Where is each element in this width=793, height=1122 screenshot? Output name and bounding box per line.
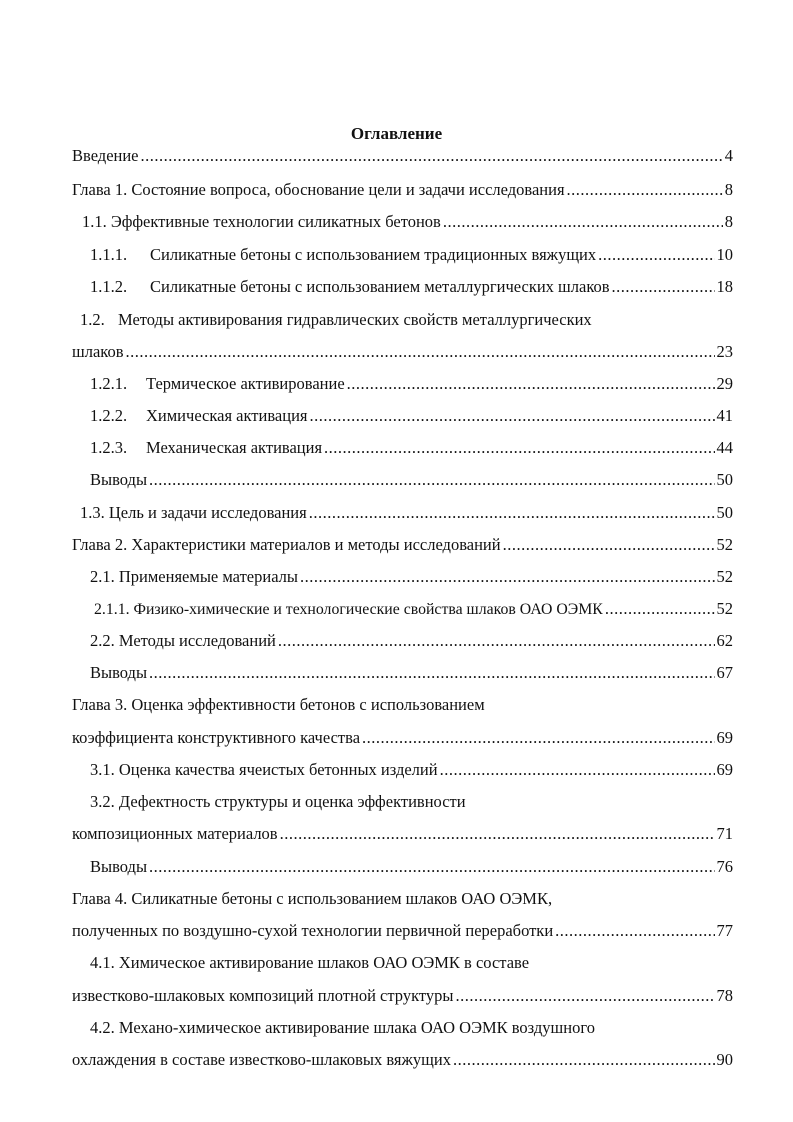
toc-leader-dots [443, 212, 723, 232]
toc-leader-dots [324, 438, 714, 458]
toc-entry-text: 2.1. Применяемые материалы [90, 567, 298, 586]
toc-entry-number: 1.1.1. [90, 245, 128, 264]
toc-entry-text: 3.1. Оценка качества ячеистых бетонных изделий [90, 760, 438, 779]
toc-page-number: 29 [716, 374, 733, 393]
toc-page-number: 67 [716, 663, 733, 682]
toc-entry-text: 3.2. Дефектность структуры и оценка эффективности [90, 792, 466, 811]
toc-page-number: 50 [716, 470, 733, 489]
toc-leader-dots [605, 599, 715, 619]
toc-entry-first-line[interactable] [80, 310, 592, 332]
toc-page-number: 90 [716, 1050, 733, 1069]
toc-entry[interactable] [90, 663, 733, 685]
toc-entry-continuation: коэффициента конструктивного качества [72, 728, 361, 747]
toc-entry-text: 1.1. Эффективные технологии силикатных бетонов [82, 212, 441, 231]
toc-entry-number: 1.2.2. [90, 406, 128, 425]
toc-entry[interactable] [72, 535, 733, 557]
toc-entry[interactable] [72, 180, 733, 202]
toc-leader-dots [503, 535, 715, 555]
toc-leader-dots [440, 760, 715, 780]
toc-page-number: 52 [716, 599, 733, 618]
toc-leader-dots [453, 1050, 715, 1070]
toc-entry-text: Методы активирования гидравлических свойств металлургических [118, 310, 592, 329]
toc-entry-text: 4.1. Химическое активирование шлаков ОАО ОЭМК в составе [90, 953, 530, 972]
toc-entry-first-line[interactable] [90, 1018, 595, 1040]
toc-entry-text: Химическая активация [146, 406, 308, 425]
toc-entry[interactable] [72, 146, 733, 168]
toc-entry-text: Выводы [90, 857, 148, 876]
toc-entry-number: 1.2.1. [90, 374, 128, 393]
toc-leader-dots [555, 921, 714, 941]
toc-entry-continuation: известково-шлаковых композиций плотной структуры [72, 986, 454, 1005]
toc-leader-dots [455, 986, 714, 1006]
toc-leader-dots [598, 245, 714, 265]
toc-entry[interactable] [72, 728, 733, 750]
toc-entry[interactable] [90, 760, 733, 782]
toc-entry-continuation: шлаков [72, 342, 124, 361]
toc-entry-first-line[interactable] [90, 792, 466, 814]
toc-page-number: 71 [716, 824, 733, 843]
toc-page-number: 77 [716, 921, 733, 940]
toc-entry-number: 1.2. [80, 310, 105, 329]
toc-leader-dots [612, 277, 715, 297]
toc-entry-text: Выводы [90, 663, 148, 682]
toc-page-number: 10 [716, 245, 733, 264]
toc-entry[interactable] [90, 438, 733, 460]
toc-page-number: 18 [716, 277, 733, 296]
toc-leader-dots [278, 631, 715, 651]
toc-entry-number: 1.1.2. [90, 277, 128, 296]
toc-page-number: 4 [724, 146, 733, 165]
toc-leader-dots [567, 180, 723, 200]
toc-entry[interactable] [82, 212, 733, 234]
toc-leader-dots [309, 503, 715, 523]
toc-entry[interactable] [80, 503, 733, 525]
toc-entry-text: Глава 2. Характеристики материалов и методы исследований [72, 535, 501, 554]
toc-entry-text: Механическая активация [146, 438, 323, 457]
toc-entry[interactable] [94, 599, 733, 621]
toc-leader-dots [310, 406, 715, 426]
toc-entry-text: Выводы [90, 470, 148, 489]
toc-entry-text: Введение [72, 146, 139, 165]
toc-page-number: 44 [716, 438, 733, 457]
toc-entry-first-line[interactable] [72, 695, 485, 717]
toc-page-number: 8 [724, 180, 733, 199]
toc-page-number: 76 [716, 857, 733, 876]
toc-leader-dots [125, 342, 714, 362]
toc-entry-text: 2.1.1. Физико-химические и технологические свойства шлаков ОАО ОЭМК [94, 601, 603, 618]
toc-page-number: 8 [724, 212, 733, 231]
toc-leader-dots [347, 374, 715, 394]
toc-entry[interactable] [90, 470, 733, 492]
toc-entry[interactable] [90, 406, 733, 428]
toc-entry-text: 4.2. Механо-химическое активирование шлака ОАО ОЭМК воздушного [90, 1018, 595, 1037]
toc-entry[interactable] [90, 374, 733, 396]
toc-leader-dots [300, 567, 715, 587]
page-title: Оглавление [350, 124, 443, 143]
toc-page-number: 69 [716, 728, 733, 747]
toc-entry-continuation: полученных по воздушно-сухой технологии первичной переработки [72, 921, 554, 940]
toc-leader-dots [280, 824, 715, 844]
toc-entry-text: Силикатные бетоны с использованием металлургических шлаков [150, 277, 610, 296]
toc-entry-text: Глава 3. Оценка эффективности бетонов с использованием [72, 695, 485, 714]
toc-entry[interactable] [72, 986, 733, 1008]
toc-entry-text: 2.2. Методы исследований [90, 631, 276, 650]
toc-leader-dots [149, 663, 714, 683]
toc-entry[interactable] [90, 857, 733, 879]
toc-entry[interactable] [90, 631, 733, 653]
toc-entry-first-line[interactable] [72, 889, 552, 911]
toc-page-number: 23 [716, 342, 733, 361]
toc-entry-text: Термическое активирование [146, 374, 345, 393]
toc-page-number: 78 [716, 986, 733, 1005]
toc-leader-dots [141, 146, 723, 166]
toc-entry[interactable] [90, 245, 733, 267]
toc-page-number: 50 [716, 503, 733, 522]
toc-leader-dots [362, 728, 714, 748]
toc-entry[interactable] [72, 921, 733, 943]
toc-entry[interactable] [72, 824, 733, 846]
toc-entry-text: 1.3. Цель и задачи исследования [80, 503, 307, 522]
toc-entry[interactable] [72, 342, 733, 364]
toc-page-number: 69 [716, 760, 733, 779]
toc-leader-dots [149, 857, 714, 877]
toc-entry[interactable] [90, 277, 733, 299]
toc-entry-text: Глава 4. Силикатные бетоны с использованием шлаков ОАО ОЭМК, [72, 889, 553, 908]
toc-entry-continuation: охлаждения в составе известково-шлаковых вяжущих [72, 1050, 451, 1069]
toc-entry-text: Глава 1. Состояние вопроса, обоснование цели и задачи исследования [72, 180, 565, 199]
toc-leader-dots [149, 470, 714, 490]
toc-page-number: 41 [716, 406, 733, 425]
toc-entry[interactable] [72, 1050, 733, 1072]
toc-entry-first-line[interactable] [90, 953, 529, 975]
toc-page-number: 62 [716, 631, 733, 650]
toc-page-number: 52 [716, 567, 733, 586]
toc-page-number: 52 [716, 535, 733, 554]
toc-entry-text: Силикатные бетоны с использованием традиционных вяжущих [150, 245, 597, 264]
toc-entry-number: 1.2.3. [90, 438, 128, 457]
toc-entry[interactable] [90, 567, 733, 589]
toc-entry-continuation: композиционных материалов [72, 824, 278, 843]
